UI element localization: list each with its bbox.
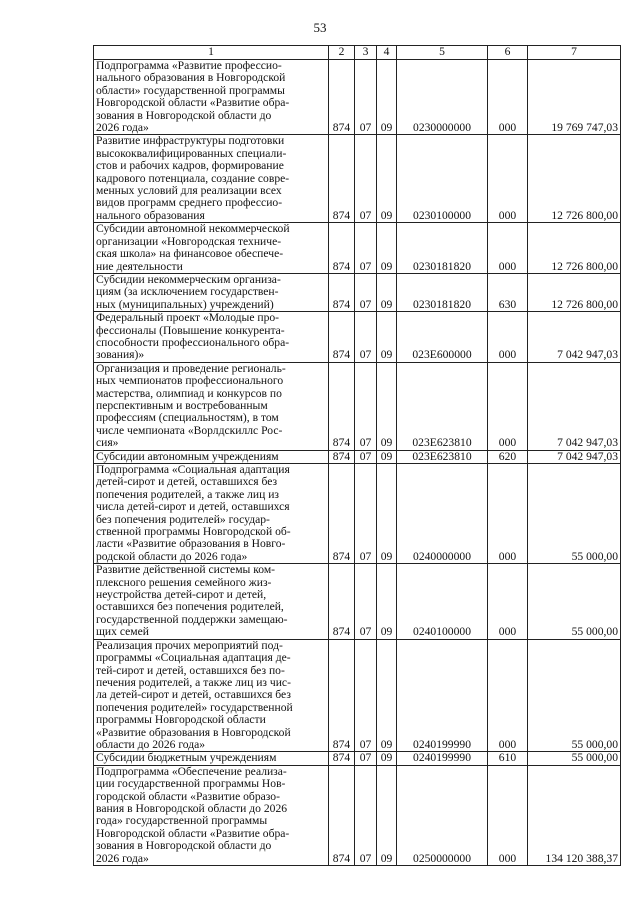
row-section: 07: [355, 450, 377, 463]
table-row: [94, 135, 621, 223]
header-col-7: 7: [528, 46, 621, 60]
row-section: 07: [355, 639, 377, 752]
table-header-row: [94, 46, 621, 60]
row-section: 07: [355, 362, 377, 450]
row-amount: 7 042 947,03: [528, 362, 621, 450]
row-amount: 55 000,00: [528, 752, 621, 765]
row-description: Подпрограмма «Социальная адаптация детей-сирот и детей, оставшихся без попечения родителей, а также лиц из числа детей-сирот и детей, оставшихся без попечения родителей» государ- ственной программы Новгородской об- ласти «Развитие образования в Новго- родской области до 2026 года»: [94, 464, 329, 564]
row-target-article: 0240100000: [397, 564, 488, 639]
header-col-5: 5: [397, 46, 488, 60]
row-admin-code: 874: [329, 223, 355, 274]
row-admin-code: 874: [329, 135, 355, 223]
row-amount: 7 042 947,03: [528, 450, 621, 463]
row-amount: 55 000,00: [528, 639, 621, 752]
row-amount: 12 726 800,00: [528, 135, 621, 223]
row-section: 07: [355, 60, 377, 135]
header-col-6: 6: [488, 46, 528, 60]
row-subsection: 09: [377, 273, 397, 311]
row-subsection: 09: [377, 135, 397, 223]
row-expense-type: 000: [488, 135, 528, 223]
row-description: Подпрограмма «Развитие профессио- нального образования в Новгородской области» государственной программы Новгородской области «Развитие обра- зования в Новгородской области до 2026 года»: [94, 60, 329, 135]
row-subsection: 09: [377, 223, 397, 274]
table-row: [94, 60, 621, 135]
row-amount: 7 042 947,03: [528, 312, 621, 363]
row-description: Федеральный проект «Молодые про- фессионалы (Повышение конкурента- способности профессионального обра- зования)»: [94, 312, 329, 363]
row-expense-type: 000: [488, 223, 528, 274]
table-row: [94, 450, 621, 463]
row-expense-type: 000: [488, 312, 528, 363]
row-expense-type: 000: [488, 464, 528, 564]
table-row: [94, 752, 621, 765]
row-target-article: 0250000000: [397, 765, 488, 865]
row-admin-code: 874: [329, 273, 355, 311]
row-admin-code: 874: [329, 312, 355, 363]
row-description: Организация и проведение региональ- ных чемпионатов профессионального мастерства, олимпиад и конкурсов по перспективным и востребованным профессиям (специальностям), в том числе чемпионата «Ворлдскиллс Рос- сия»: [94, 362, 329, 450]
row-subsection: 09: [377, 564, 397, 639]
row-expense-type: 000: [488, 639, 528, 752]
table-row: [94, 564, 621, 639]
table-row: [94, 464, 621, 564]
row-section: 07: [355, 765, 377, 865]
row-target-article: 0230000000: [397, 60, 488, 135]
table-row: [94, 362, 621, 450]
row-target-article: 0240199990: [397, 639, 488, 752]
row-description: Реализация прочих мероприятий под- программы «Социальная адаптация де- тей-сирот и детей, оставшихся без по- печения родителей, а также лиц из чис- ла детей-сирот и детей, оставшихся без попечения родителей» государственной программы Новгородской области «Развитие образования в Новгородской области до 2026 года»: [94, 639, 329, 752]
row-section: 07: [355, 752, 377, 765]
table-row: [94, 223, 621, 274]
row-description: Субсидии автономной некоммерческой организации «Новгородская техниче- ская школа» на финансовое обеспече- ние деятельности: [94, 223, 329, 274]
header-col-2: 2: [329, 46, 355, 60]
row-expense-type: 630: [488, 273, 528, 311]
row-amount: 12 726 800,00: [528, 273, 621, 311]
row-subsection: 09: [377, 362, 397, 450]
row-section: 07: [355, 564, 377, 639]
row-admin-code: 874: [329, 362, 355, 450]
row-description: Развитие инфраструктуры подготовки высококвалифицированных специали- стов и рабочих кадров, формирование кадрового потенциала, создание совре- менных условий для реализации всех видов программ среднего профессио- нального образования: [94, 135, 329, 223]
row-target-article: 0230181820: [397, 223, 488, 274]
row-section: 07: [355, 135, 377, 223]
row-admin-code: 874: [329, 60, 355, 135]
row-admin-code: 874: [329, 564, 355, 639]
row-admin-code: 874: [329, 464, 355, 564]
row-target-article: 0240199990: [397, 752, 488, 765]
row-subsection: 09: [377, 450, 397, 463]
row-admin-code: 874: [329, 752, 355, 765]
row-target-article: 023E623810: [397, 450, 488, 463]
row-expense-type: 610: [488, 752, 528, 765]
table-row: [94, 312, 621, 363]
header-col-4: 4: [377, 46, 397, 60]
header-col-1: 1: [94, 46, 329, 60]
row-amount: 19 769 747,03: [528, 60, 621, 135]
row-target-article: 023E623810: [397, 362, 488, 450]
row-expense-type: 000: [488, 564, 528, 639]
budget-table: [93, 45, 621, 866]
row-subsection: 09: [377, 312, 397, 363]
row-admin-code: 874: [329, 639, 355, 752]
row-subsection: 09: [377, 464, 397, 564]
row-description: Субсидии автономным учреждениям: [94, 450, 329, 463]
row-expense-type: 000: [488, 60, 528, 135]
row-amount: 134 120 388,37: [528, 765, 621, 865]
row-subsection: 09: [377, 60, 397, 135]
row-section: 07: [355, 312, 377, 363]
row-subsection: 09: [377, 639, 397, 752]
row-section: 07: [355, 223, 377, 274]
row-description: Развитие действенной системы ком- плексного решения семейного жиз- неустройства детей-сирот и детей, оставшихся без попечения родителей, государственной поддержки замещаю- щих семей: [94, 564, 329, 639]
row-description: Субсидии бюджетным учреждениям: [94, 752, 329, 765]
row-subsection: 09: [377, 752, 397, 765]
row-expense-type: 620: [488, 450, 528, 463]
header-col-3: 3: [355, 46, 377, 60]
table-body: [94, 60, 621, 866]
row-target-article: 0230181820: [397, 273, 488, 311]
row-description: Подпрограмма «Обеспечение реализа- ции государственной программы Нов- городской области «Развитие образо- вания в Новгородской области до 2026 года» государственной программы Новгородской области «Развитие обра- зования в Новгородской области до 2026 года»: [94, 765, 329, 865]
row-section: 07: [355, 273, 377, 311]
table-row: [94, 765, 621, 865]
row-amount: 55 000,00: [528, 464, 621, 564]
row-subsection: 09: [377, 765, 397, 865]
row-expense-type: 000: [488, 362, 528, 450]
row-description: Субсидии некоммерческим организа- циям (за исключением государствен- ных (муниципальных) учреждений): [94, 273, 329, 311]
row-target-article: 0240000000: [397, 464, 488, 564]
row-amount: 12 726 800,00: [528, 223, 621, 274]
row-amount: 55 000,00: [528, 564, 621, 639]
page-number: 53: [313, 20, 327, 35]
table-row: [94, 639, 621, 752]
row-expense-type: 000: [488, 765, 528, 865]
row-target-article: 023E600000: [397, 312, 488, 363]
row-admin-code: 874: [329, 450, 355, 463]
row-target-article: 0230100000: [397, 135, 488, 223]
row-admin-code: 874: [329, 765, 355, 865]
row-section: 07: [355, 464, 377, 564]
table-row: [94, 273, 621, 311]
